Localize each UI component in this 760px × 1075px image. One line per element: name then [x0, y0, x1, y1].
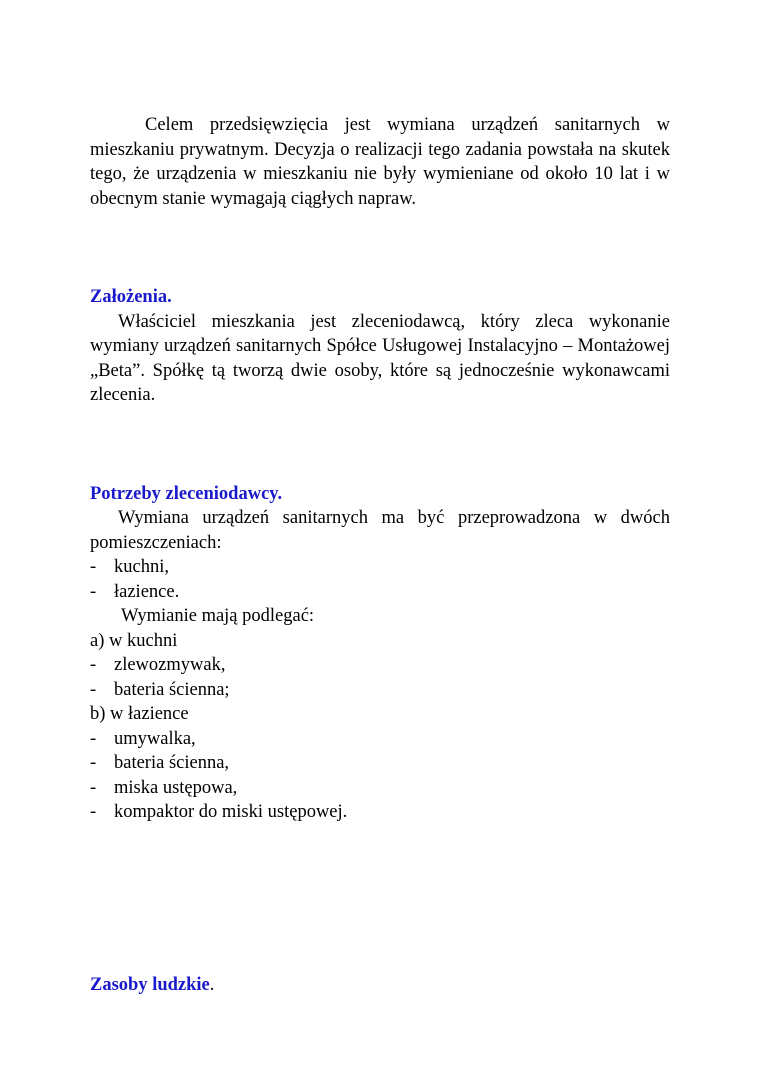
list-item: [90, 800, 670, 825]
lazienka-label: b) w łazience: [90, 704, 189, 724]
list-item: [90, 678, 670, 703]
list-item: [90, 580, 670, 605]
list-item-text: bateria ścienna,: [114, 753, 230, 773]
list-item: [90, 555, 670, 580]
spacer: [90, 211, 670, 285]
zasoby-heading-period: .: [209, 974, 215, 995]
zalozenia-paragraph: Właściciel mieszkania jest zleceniodawcą, który zleca wykonanie wymiany urządzeń sanitarnych Spółce Usługowej Instalacyjno – Montażowej „Beta”. Spółkę tą tworzą dwie osoby, które są jednocześnie wykonawcami zlecenia.: [90, 311, 670, 405]
potrzeby-paragraph: Wymiana urządzeń sanitarnych ma być przeprowadzona w dwóch pomieszczeniach:: [90, 508, 670, 553]
dash-bullet: -: [90, 557, 97, 577]
dash-bullet: -: [90, 655, 97, 675]
list-item: [90, 751, 670, 776]
dash-bullet: -: [90, 581, 97, 602]
list-item: [90, 776, 670, 801]
list-item: [90, 727, 670, 752]
kuchnia-label: a) w kuchni: [90, 630, 178, 651]
kuchnia-list: [90, 653, 670, 702]
list-item: [90, 653, 670, 678]
list-item-text: miska ustępowa,: [114, 777, 238, 798]
list-item-text: bateria ścienna;: [114, 679, 230, 700]
list-item-text: kompaktor do miski ustępowej.: [114, 802, 348, 822]
list-item-text: zlewozmywak,: [114, 655, 226, 675]
spacer: [90, 408, 670, 482]
dash-bullet: -: [90, 777, 97, 798]
potrzeby-heading: Potrzeby zleceniodawcy.: [90, 483, 283, 504]
intro-paragraph: Celem przedsięwzięcia jest wymiana urządzeń sanitarnych w mieszkaniu prywatnym. Decyzja o realizacji tego zadania powstała na skutek tego, że urządzenia w mieszkaniu nie były wymieniane od około 10 lat i w obecnym stanie wymagają ciągłych napraw.: [90, 115, 670, 209]
dash-bullet: -: [90, 753, 97, 773]
dash-bullet: -: [90, 802, 97, 822]
list-item-text: łazience.: [114, 581, 180, 602]
list-item-text: kuchni,: [114, 557, 169, 577]
dash-bullet: -: [90, 728, 97, 749]
spacer: [90, 825, 670, 973]
lazienka-list: [90, 727, 670, 825]
zasoby-heading-line: [90, 973, 670, 998]
wymianie-line: Wymianie mają podlegać:: [121, 606, 315, 626]
zasoby-heading: Zasoby ludzkie: [90, 974, 210, 995]
dash-bullet: -: [90, 679, 97, 700]
document-page: [90, 113, 670, 997]
zalozenia-heading: Założenia.: [90, 287, 172, 307]
rooms-list: [90, 555, 670, 604]
list-item-text: umywalka,: [114, 728, 196, 749]
